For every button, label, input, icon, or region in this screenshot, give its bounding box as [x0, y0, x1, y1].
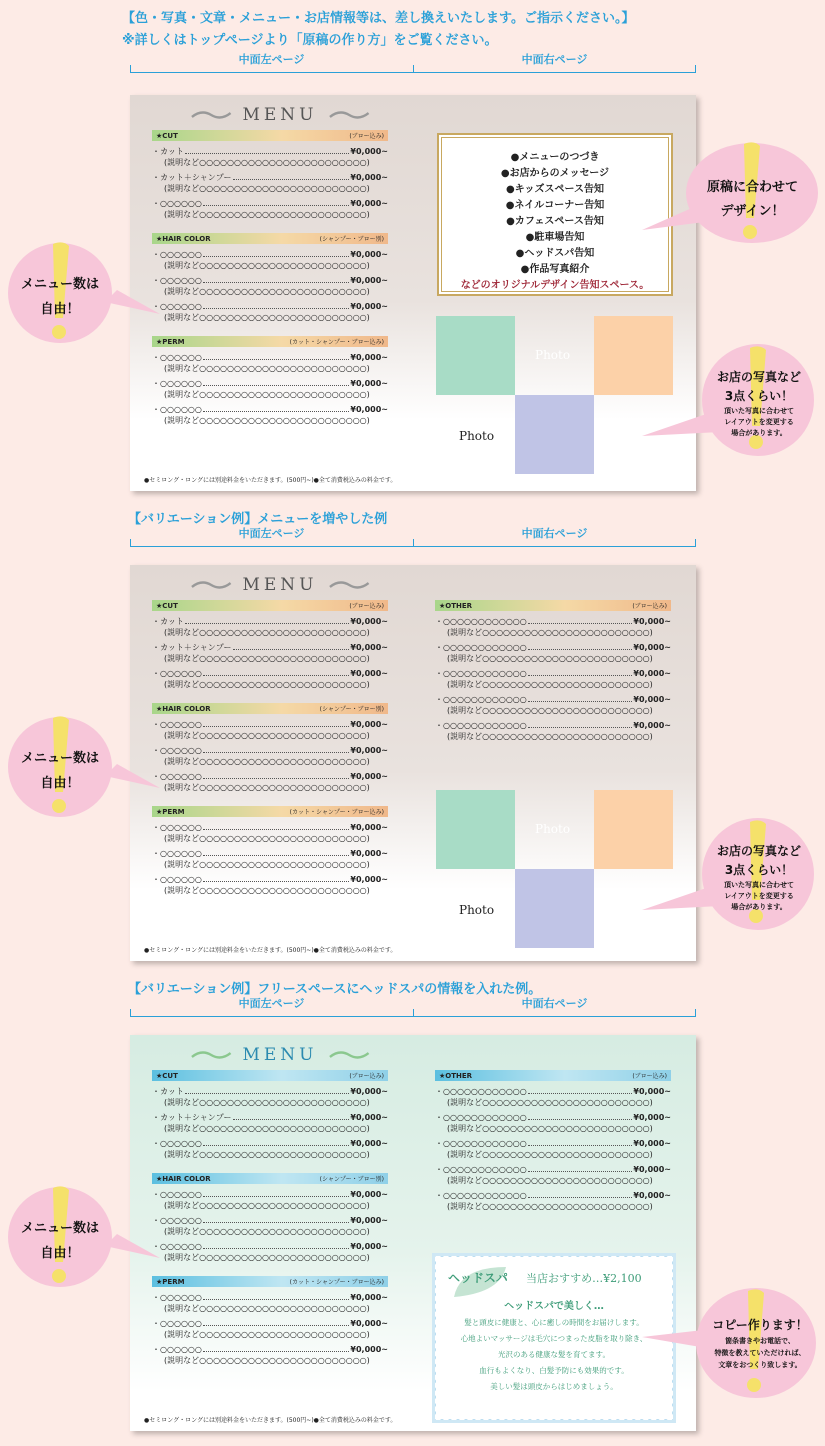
- menu-item-name: ・○○○○○○○○○○○○: [435, 669, 527, 678]
- leader-dots: [203, 198, 350, 206]
- menu-item-price: ¥0,000~: [350, 173, 388, 182]
- leader-dots: [528, 668, 633, 676]
- spread-head-spa: [130, 1035, 696, 1431]
- menu-item: [152, 378, 388, 400]
- menu-item-description: (説明など○○○○○○○○○○○○○○○○○○○○○○○○): [164, 210, 370, 219]
- variation-title-2: 【バリエーション例】フリースペースにヘッドスパの情報を入れた例。: [128, 982, 542, 997]
- menu-item-name: ・○○○○○○: [152, 199, 202, 208]
- leader-dots: [203, 1318, 350, 1326]
- menu-item-description: (説明など○○○○○○○○○○○○○○○○○○○○○○○○): [164, 1356, 370, 1365]
- leader-dots: [528, 642, 633, 650]
- menu-item: [152, 616, 388, 638]
- info-line: ●キッズスペース告知: [505, 184, 605, 195]
- menu-item-description: (説明など○○○○○○○○○○○○○○○○○○○○○○○○): [164, 313, 370, 322]
- leader-dots: [528, 1138, 633, 1146]
- menu-item-name: ・カット: [152, 147, 184, 156]
- menu-item-description: (説明など○○○○○○○○○○○○○○○○○○○○○○○○): [164, 1124, 370, 1133]
- menu-item-price: ¥0,000~: [350, 746, 388, 755]
- menu-item-name: ・○○○○○○: [152, 1293, 202, 1302]
- menu-item: [152, 1292, 388, 1314]
- menu-item-description: (説明など○○○○○○○○○○○○○○○○○○○○○○○○): [164, 783, 370, 792]
- menu-item-price: ¥0,000~: [350, 720, 388, 729]
- page-label-left: 中面左ページ: [238, 53, 305, 66]
- section-note: (カット・シャンプー・ブロー込み): [289, 809, 384, 816]
- spread-more-menu: [130, 565, 696, 961]
- photo-label: Photo: [535, 822, 571, 836]
- page-label-left: 中面左ページ: [238, 997, 305, 1010]
- section-note: (カット・シャンプー・ブロー込み): [289, 339, 384, 346]
- menu-item-name: ・○○○○○○: [152, 1139, 202, 1148]
- menu-item-price: ¥0,000~: [633, 617, 671, 626]
- menu-section-perm: [152, 1276, 388, 1366]
- menu-item-description: (説明など○○○○○○○○○○○○○○○○○○○○○○○○): [447, 1098, 653, 1107]
- page-label-right: 中面右ページ: [521, 997, 588, 1010]
- footnote: ●セミロング・ロングには別途料金をいただきます。(500円~)●全て消費税込みの料金です。: [144, 477, 397, 484]
- menu-item: [152, 1086, 388, 1108]
- menu-item-description: (説明など○○○○○○○○○○○○○○○○○○○○○○○○): [164, 416, 370, 425]
- menu-section-cut: [152, 600, 388, 690]
- section-label: ★PERM: [156, 337, 185, 346]
- menu-item-description: (説明など○○○○○○○○○○○○○○○○○○○○○○○○): [164, 1098, 370, 1107]
- menu-item-price: ¥0,000~: [350, 276, 388, 285]
- menu-section-other: [435, 1070, 671, 1212]
- page-labels-1: [130, 51, 696, 73]
- leader-dots: [203, 1138, 350, 1146]
- photo-placeholder: [436, 316, 515, 395]
- spread-basic: [130, 95, 696, 491]
- menu-item-description: (説明など○○○○○○○○○○○○○○○○○○○○○○○○): [164, 680, 370, 689]
- section-header: [152, 1276, 388, 1287]
- leader-dots: [203, 668, 350, 676]
- swirl-right-icon: [328, 1049, 370, 1061]
- menu-item: [435, 642, 671, 664]
- menu-item: [435, 720, 671, 742]
- menu-item-name: ・カット: [152, 1087, 184, 1096]
- menu-item: [435, 1164, 671, 1186]
- variation-title-1: 【バリエーション例】メニューを増やした例: [128, 512, 388, 527]
- menu-item-price: ¥0,000~: [633, 643, 671, 652]
- menu-item: [435, 694, 671, 716]
- menu-section-cut: [152, 1070, 388, 1160]
- menu-item-price: ¥0,000~: [350, 147, 388, 156]
- menu-section-perm: [152, 806, 388, 896]
- section-label: ★PERM: [156, 1277, 185, 1286]
- leader-dots: [203, 352, 350, 360]
- menu-item: [435, 1086, 671, 1108]
- page-labels-2: [130, 525, 696, 547]
- callout-menu-free: メニュー数は 自由！: [5, 236, 165, 346]
- menu-logo: MENU: [190, 1044, 370, 1066]
- info-line: ●カフェスペース告知: [506, 216, 604, 227]
- section-header: [152, 1070, 388, 1081]
- menu-item-price: ¥0,000~: [350, 1139, 388, 1148]
- menu-item-price: ¥0,000~: [350, 405, 388, 414]
- menu-item: [435, 1190, 671, 1212]
- menu-item-description: (説明など○○○○○○○○○○○○○○○○○○○○○○○○): [164, 390, 370, 399]
- menu-item-price: ¥0,000~: [633, 1113, 671, 1122]
- section-note: (ブロー込み): [349, 133, 384, 140]
- menu-item-price: ¥0,000~: [633, 1139, 671, 1148]
- callout-menu-free: メニュー数は 自由！: [5, 1180, 165, 1290]
- menu-item-name: ・○○○○○○: [152, 379, 202, 388]
- menu-column-left: [152, 1070, 388, 1379]
- leader-dots: [203, 249, 350, 257]
- menu-item: [435, 668, 671, 690]
- menu-item: [152, 1318, 388, 1340]
- menu-column-left: [152, 130, 388, 439]
- menu-item-price: ¥0,000~: [633, 669, 671, 678]
- menu-item: [152, 874, 388, 896]
- section-header: [435, 600, 671, 611]
- info-box: [437, 133, 673, 296]
- menu-item-price: ¥0,000~: [633, 1191, 671, 1200]
- leader-dots: [203, 771, 350, 779]
- menu-item: [152, 301, 388, 323]
- leader-dots: [203, 719, 350, 727]
- section-note: (ブロー込み): [349, 1073, 384, 1080]
- leader-dots: [233, 1112, 350, 1120]
- menu-item-name: ・○○○○○○: [152, 849, 202, 858]
- section-note: (ブロー込み): [349, 603, 384, 610]
- menu-item-price: ¥0,000~: [633, 1087, 671, 1096]
- menu-item-price: ¥0,000~: [350, 1319, 388, 1328]
- menu-item-price: ¥0,000~: [350, 379, 388, 388]
- menu-item-name: ・カット＋シャンプー: [152, 173, 232, 182]
- section-label: ★CUT: [156, 601, 178, 610]
- intro-text: [122, 8, 634, 52]
- leader-dots: [203, 848, 350, 856]
- footnote: ●セミロング・ロングには別途料金をいただきます。(500円~)●全て消費税込みの料金です。: [144, 947, 397, 954]
- section-label: ★CUT: [156, 1071, 178, 1080]
- section-header: [152, 1173, 388, 1184]
- menu-item-name: ・カット＋シャンプー: [152, 1113, 232, 1122]
- swirl-right-icon: [328, 579, 370, 591]
- menu-item-name: ・○○○○○○: [152, 720, 202, 729]
- info-line: ●ネイルコーナー告知: [505, 200, 605, 211]
- menu-item-description: (説明など○○○○○○○○○○○○○○○○○○○○○○○○): [164, 364, 370, 373]
- menu-item-price: ¥0,000~: [350, 1242, 388, 1251]
- menu-item-price: ¥0,000~: [350, 1216, 388, 1225]
- menu-item-description: (説明など○○○○○○○○○○○○○○○○○○○○○○○○): [164, 158, 370, 167]
- photo-label: Photo: [535, 348, 571, 362]
- menu-item-description: (説明など○○○○○○○○○○○○○○○○○○○○○○○○): [447, 628, 653, 637]
- section-label: ★OTHER: [439, 1071, 473, 1080]
- menu-item-description: (説明など○○○○○○○○○○○○○○○○○○○○○○○○): [164, 261, 370, 270]
- menu-logo: MENU: [190, 104, 370, 126]
- menu-item-name: ・○○○○○○○○○○○○: [435, 1087, 527, 1096]
- leader-dots: [203, 378, 350, 386]
- menu-item-name: ・○○○○○○: [152, 669, 202, 678]
- page-label-left: 中面左ページ: [238, 527, 305, 540]
- menu-item-description: (説明など○○○○○○○○○○○○○○○○○○○○○○○○): [447, 680, 653, 689]
- page-labels-3: [130, 995, 696, 1017]
- info-line: ●ヘッドスパ告知: [515, 248, 595, 259]
- intro-line-1: 【色・写真・文章・メニュー・お店情報等は、差し換えいたします。ご指示ください。】: [122, 11, 635, 26]
- info-highlight: などのオリジナルデザイン告知スペース。: [460, 280, 650, 291]
- section-label: ★CUT: [156, 131, 178, 140]
- menu-section-perm: [152, 336, 388, 426]
- menu-item: [152, 771, 388, 793]
- menu-item: [152, 745, 388, 767]
- menu-item: [152, 146, 388, 168]
- leader-dots: [528, 1112, 633, 1120]
- menu-item-description: (説明など○○○○○○○○○○○○○○○○○○○○○○○○): [164, 1304, 370, 1313]
- menu-item-description: (説明など○○○○○○○○○○○○○○○○○○○○○○○○): [447, 654, 653, 663]
- section-label: ★HAIR COLOR: [156, 234, 211, 243]
- menu-item-description: (説明など○○○○○○○○○○○○○○○○○○○○○○○○): [164, 628, 370, 637]
- menu-item-name: ・○○○○○○○○○○○○: [435, 1113, 527, 1122]
- menu-section-hair-color: [152, 1173, 388, 1263]
- menu-item-description: (説明など○○○○○○○○○○○○○○○○○○○○○○○○): [447, 1176, 653, 1185]
- menu-item: [152, 719, 388, 741]
- section-note: (ブロー込み): [632, 603, 667, 610]
- menu-item-price: ¥0,000~: [350, 1087, 388, 1096]
- head-spa-body: 髪と頭皮に健康と、心に癒しの時間をお届けします。 心地よいマッサージは毛穴につまった皮脂を取り除き、 光沢のある健康な髪を育てます。 血行もよくなり、白髪予防にも効果的です。 美しい髪は頭皮からはじめましょう。: [460, 1318, 648, 1391]
- menu-item-name: ・○○○○○○: [152, 1216, 202, 1225]
- menu-item-price: ¥0,000~: [350, 1293, 388, 1302]
- menu-section-other: [435, 600, 671, 742]
- menu-item-price: ¥0,000~: [350, 823, 388, 832]
- menu-item: [152, 172, 388, 194]
- leader-dots: [185, 146, 350, 154]
- menu-item-description: (説明など○○○○○○○○○○○○○○○○○○○○○○○○): [164, 860, 370, 869]
- menu-item-description: (説明など○○○○○○○○○○○○○○○○○○○○○○○○): [164, 654, 370, 663]
- menu-item-description: (説明など○○○○○○○○○○○○○○○○○○○○○○○○): [164, 1150, 370, 1159]
- menu-item-description: (説明など○○○○○○○○○○○○○○○○○○○○○○○○): [164, 1201, 370, 1210]
- menu-item: [152, 352, 388, 374]
- head-spa-price: 当店おすすめ…¥2,100: [526, 1272, 642, 1285]
- menu-item-price: ¥0,000~: [633, 1165, 671, 1174]
- menu-item: [152, 848, 388, 870]
- leader-dots: [203, 822, 350, 830]
- menu-item-name: ・○○○○○○○○○○○○: [435, 1191, 527, 1200]
- menu-item: [152, 1241, 388, 1263]
- callout-photos: お店の写真など 3点くらい！ 頂いた写真に合わせて レイアウトを変更する 場合があります。: [640, 814, 825, 934]
- section-header: [152, 233, 388, 244]
- leader-dots: [203, 1241, 350, 1249]
- section-label: ★HAIR COLOR: [156, 704, 211, 713]
- info-line: ●駐車場告知: [525, 232, 585, 243]
- menu-item-name: ・○○○○○○: [152, 823, 202, 832]
- menu-item: [152, 642, 388, 664]
- menu-item-description: (説明など○○○○○○○○○○○○○○○○○○○○○○○○): [164, 1253, 370, 1262]
- menu-item-name: ・○○○○○○: [152, 353, 202, 362]
- menu-item: [435, 616, 671, 638]
- menu-item-description: (説明など○○○○○○○○○○○○○○○○○○○○○○○○): [164, 757, 370, 766]
- menu-item-price: ¥0,000~: [350, 875, 388, 884]
- head-spa-title: ヘッドスパ: [448, 1271, 508, 1285]
- swirl-left-icon: [190, 1049, 232, 1061]
- callout-menu-free: メニュー数は 自由！: [5, 710, 165, 820]
- menu-item-name: ・○○○○○○: [152, 276, 202, 285]
- photo-placeholder: [515, 869, 594, 948]
- leader-dots: [203, 1215, 350, 1223]
- menu-item: [152, 1189, 388, 1211]
- leader-dots: [233, 172, 350, 180]
- menu-item-description: (説明など○○○○○○○○○○○○○○○○○○○○○○○○): [164, 834, 370, 843]
- menu-item-description: (説明など○○○○○○○○○○○○○○○○○○○○○○○○): [447, 732, 653, 741]
- menu-item-name: ・○○○○○○: [152, 875, 202, 884]
- swirl-left-icon: [190, 109, 232, 121]
- menu-section-hair-color: [152, 233, 388, 323]
- leader-dots: [203, 1189, 350, 1197]
- menu-item: [152, 1344, 388, 1366]
- leader-dots: [233, 642, 350, 650]
- menu-item-price: ¥0,000~: [350, 353, 388, 362]
- photo-label: Photo: [459, 903, 495, 917]
- leader-dots: [528, 720, 633, 728]
- menu-section-hair-color: [152, 703, 388, 793]
- menu-item-price: ¥0,000~: [350, 617, 388, 626]
- menu-item-name: ・○○○○○○○○○○○○: [435, 695, 527, 704]
- menu-item: [152, 249, 388, 271]
- section-header: [152, 600, 388, 611]
- page-label-right: 中面右ページ: [521, 53, 588, 66]
- section-note: (カット・シャンプー・ブロー込み): [289, 1279, 384, 1286]
- photo-placeholder: [436, 790, 515, 869]
- footnote: ●セミロング・ロングには別途料金をいただきます。(500円~)●全て消費税込みの料金です。: [144, 1417, 397, 1424]
- menu-item-price: ¥0,000~: [350, 250, 388, 259]
- menu-item-name: ・○○○○○○○○○○○○: [435, 643, 527, 652]
- menu-item-name: ・○○○○○○: [152, 1319, 202, 1328]
- menu-item-price: ¥0,000~: [350, 1190, 388, 1199]
- leader-dots: [185, 1086, 350, 1094]
- menu-item: [435, 1138, 671, 1160]
- section-header: [152, 703, 388, 714]
- swirl-right-icon: [328, 109, 370, 121]
- menu-item-description: (説明など○○○○○○○○○○○○○○○○○○○○○○○○): [164, 886, 370, 895]
- menu-item-name: ・○○○○○○: [152, 746, 202, 755]
- menu-item-name: ・○○○○○○: [152, 1242, 202, 1251]
- leader-dots: [528, 694, 633, 702]
- menu-item-name: ・○○○○○○: [152, 250, 202, 259]
- menu-item-price: ¥0,000~: [633, 695, 671, 704]
- info-line: ●お店からのメッセージ: [500, 168, 610, 179]
- menu-item: [152, 668, 388, 690]
- callout-design: 原稿に合わせて デザイン！: [640, 138, 825, 248]
- leader-dots: [528, 616, 633, 624]
- section-note: (シャンプー・ブロー別): [319, 236, 384, 243]
- menu-item-description: (説明など○○○○○○○○○○○○○○○○○○○○○○○○): [447, 1150, 653, 1159]
- section-note: (シャンプー・ブロー別): [319, 1176, 384, 1183]
- leader-dots: [528, 1164, 633, 1172]
- menu-item-description: (説明など○○○○○○○○○○○○○○○○○○○○○○○○): [164, 1330, 370, 1339]
- leader-dots: [528, 1190, 633, 1198]
- menu-item: [152, 404, 388, 426]
- leader-dots: [185, 616, 350, 624]
- menu-logo: MENU: [190, 574, 370, 596]
- menu-item-name: ・○○○○○○○○○○○○: [435, 617, 527, 626]
- info-line: ●作品写真紹介: [520, 264, 590, 275]
- head-spa-heading: ヘッドスパで美しく…: [504, 1301, 604, 1312]
- swirl-left-icon: [190, 579, 232, 591]
- section-note: (ブロー込み): [632, 1073, 667, 1080]
- menu-item-name: ・○○○○○○: [152, 302, 202, 311]
- menu-item-description: (説明など○○○○○○○○○○○○○○○○○○○○○○○○): [164, 184, 370, 193]
- menu-item-description: (説明など○○○○○○○○○○○○○○○○○○○○○○○○): [447, 1124, 653, 1133]
- menu-item-description: (説明など○○○○○○○○○○○○○○○○○○○○○○○○): [164, 1227, 370, 1236]
- menu-item: [152, 1138, 388, 1160]
- menu-item-description: (説明など○○○○○○○○○○○○○○○○○○○○○○○○): [164, 731, 370, 740]
- section-label: ★OTHER: [439, 601, 473, 610]
- page-label-right: 中面右ページ: [521, 527, 588, 540]
- photo-placeholder: [515, 395, 594, 474]
- leader-dots: [528, 1086, 633, 1094]
- menu-item-name: ・○○○○○○: [152, 772, 202, 781]
- menu-column-left: [152, 600, 388, 909]
- leader-dots: [203, 275, 350, 283]
- section-header: [152, 806, 388, 817]
- menu-item-name: ・カット: [152, 617, 184, 626]
- menu-item-name: ・○○○○○○○○○○○○: [435, 721, 527, 730]
- leader-dots: [203, 1344, 350, 1352]
- menu-item: [152, 822, 388, 844]
- menu-section-cut: [152, 130, 388, 220]
- leader-dots: [203, 404, 350, 412]
- menu-column-right: [435, 600, 671, 755]
- menu-item: [152, 1112, 388, 1134]
- menu-item-price: ¥0,000~: [350, 643, 388, 652]
- leader-dots: [203, 874, 350, 882]
- menu-item-name: ・○○○○○○: [152, 1345, 202, 1354]
- menu-column-right: [435, 1070, 671, 1225]
- menu-item: [152, 1215, 388, 1237]
- menu-item: [152, 198, 388, 220]
- leader-dots: [203, 301, 350, 309]
- callout-photos: お店の写真など 3点くらい！ 頂いた写真に合わせて レイアウトを変更する 場合があります。: [640, 340, 825, 460]
- menu-item-price: ¥0,000~: [350, 849, 388, 858]
- menu-item-price: ¥0,000~: [350, 772, 388, 781]
- menu-item-description: (説明など○○○○○○○○○○○○○○○○○○○○○○○○): [447, 706, 653, 715]
- callout-copy: コピー作ります！ 箇条書きやお電話で、 特徴を教えていただければ、 文章をおつくり致します。: [640, 1285, 825, 1405]
- section-header: [152, 336, 388, 347]
- leader-dots: [203, 1292, 350, 1300]
- menu-item-name: ・○○○○○○○○○○○○: [435, 1139, 527, 1148]
- leader-dots: [203, 745, 350, 753]
- menu-item-price: ¥0,000~: [350, 302, 388, 311]
- menu-item-name: ・○○○○○○○○○○○○: [435, 1165, 527, 1174]
- section-header: [435, 1070, 671, 1081]
- menu-item-price: ¥0,000~: [350, 1113, 388, 1122]
- section-label: ★PERM: [156, 807, 185, 816]
- menu-item-price: ¥0,000~: [350, 1345, 388, 1354]
- section-header: [152, 130, 388, 141]
- menu-item: [152, 275, 388, 297]
- menu-item-description: (説明など○○○○○○○○○○○○○○○○○○○○○○○○): [447, 1202, 653, 1211]
- menu-item-price: ¥0,000~: [633, 721, 671, 730]
- section-label: ★HAIR COLOR: [156, 1174, 211, 1183]
- menu-item-name: ・カット＋シャンプー: [152, 643, 232, 652]
- menu-item-name: ・○○○○○○: [152, 1190, 202, 1199]
- menu-item-price: ¥0,000~: [350, 199, 388, 208]
- info-line: ●メニューのつづき: [510, 152, 600, 163]
- photo-label: Photo: [459, 429, 495, 443]
- menu-item-name: ・○○○○○○: [152, 405, 202, 414]
- section-note: (シャンプー・ブロー別): [319, 706, 384, 713]
- intro-line-2: ※詳しくはトップページより「原稿の作り方」をご覧ください。: [122, 33, 498, 48]
- menu-item: [435, 1112, 671, 1134]
- menu-item-description: (説明など○○○○○○○○○○○○○○○○○○○○○○○○): [164, 287, 370, 296]
- menu-item-price: ¥0,000~: [350, 669, 388, 678]
